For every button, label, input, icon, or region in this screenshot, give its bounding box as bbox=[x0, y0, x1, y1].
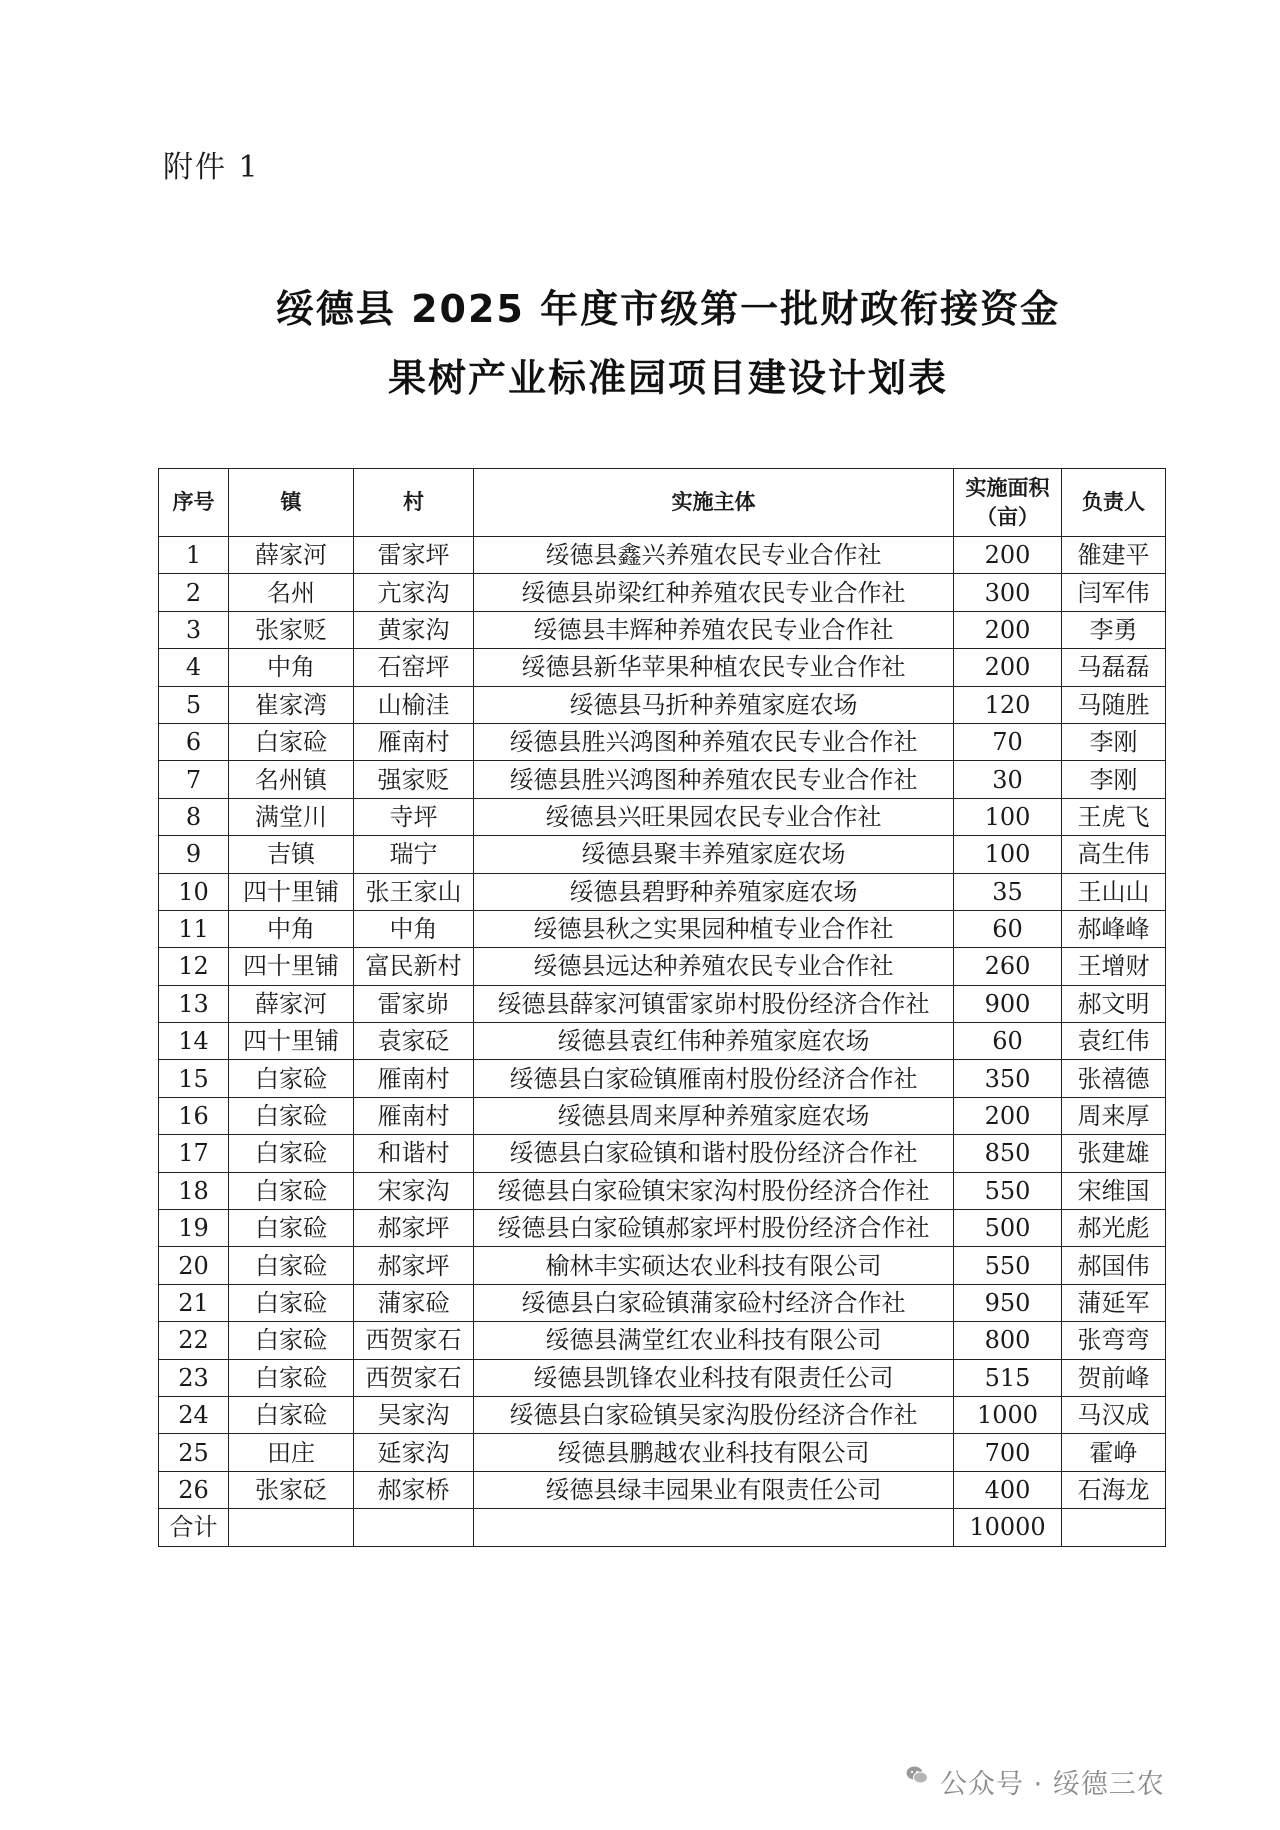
cell-town: 张家贬 bbox=[229, 611, 354, 648]
cell-village: 蒲家硷 bbox=[354, 1284, 474, 1321]
cell-entity: 绥德县碧野种养殖家庭农场 bbox=[474, 873, 954, 910]
cell-area: 800 bbox=[954, 1322, 1062, 1359]
cell-area: 1000 bbox=[954, 1396, 1062, 1433]
cell-owner: 蒲延军 bbox=[1062, 1284, 1166, 1321]
cell-index: 18 bbox=[159, 1172, 229, 1209]
cell-index: 23 bbox=[159, 1359, 229, 1396]
cell-entity: 绥德县兴旺果园农民专业合作社 bbox=[474, 798, 954, 835]
cell-index: 5 bbox=[159, 686, 229, 723]
cell-town: 白家硷 bbox=[229, 1060, 354, 1097]
cell-owner: 石海龙 bbox=[1062, 1471, 1166, 1508]
table-row bbox=[159, 1396, 1166, 1433]
cell-area: 60 bbox=[954, 910, 1062, 947]
cell-town: 四十里铺 bbox=[229, 873, 354, 910]
cell-area: 120 bbox=[954, 686, 1062, 723]
document-title-line2: 果树产业标准园项目建设计划表 bbox=[387, 356, 948, 400]
cell-index: 24 bbox=[159, 1396, 229, 1433]
cell-index: 21 bbox=[159, 1284, 229, 1321]
cell-owner: 周来厚 bbox=[1062, 1097, 1166, 1134]
cell-area: 700 bbox=[954, 1434, 1062, 1471]
cell-owner: 张禧德 bbox=[1062, 1060, 1166, 1097]
table-row bbox=[159, 1359, 1166, 1396]
cell-village: 中角 bbox=[354, 910, 474, 947]
cell-town: 中角 bbox=[229, 910, 354, 947]
cell-owner: 王山山 bbox=[1062, 873, 1166, 910]
cell-village: 延家沟 bbox=[354, 1434, 474, 1471]
total-town-empty bbox=[229, 1509, 354, 1546]
cell-index: 26 bbox=[159, 1471, 229, 1508]
table-row bbox=[159, 574, 1166, 611]
cell-owner: 郝光彪 bbox=[1062, 1210, 1166, 1247]
cell-owner: 郝文明 bbox=[1062, 985, 1166, 1022]
cell-entity: 绥德县鹏越农业科技有限公司 bbox=[474, 1434, 954, 1471]
cell-index: 11 bbox=[159, 910, 229, 947]
cell-village: 西贺家石 bbox=[354, 1359, 474, 1396]
cell-village: 郝家桥 bbox=[354, 1471, 474, 1508]
header-owner: 负责人 bbox=[1062, 469, 1166, 537]
cell-area: 850 bbox=[954, 1135, 1062, 1172]
cell-town: 四十里铺 bbox=[229, 1023, 354, 1060]
cell-area: 515 bbox=[954, 1359, 1062, 1396]
cell-owner: 马随胜 bbox=[1062, 686, 1166, 723]
cell-area: 100 bbox=[954, 836, 1062, 873]
cell-area: 200 bbox=[954, 649, 1062, 686]
cell-entity: 绥德县胜兴鸿图种养殖农民专业合作社 bbox=[474, 723, 954, 760]
cell-village: 石窑坪 bbox=[354, 649, 474, 686]
cell-town: 吉镇 bbox=[229, 836, 354, 873]
cell-entity: 绥德县凯锋农业科技有限责任公司 bbox=[474, 1359, 954, 1396]
cell-village: 宋家沟 bbox=[354, 1172, 474, 1209]
wechat-icon bbox=[905, 1763, 929, 1787]
cell-entity: 绥德县白家硷镇雁南村股份经济合作社 bbox=[474, 1060, 954, 1097]
header-area-line2: （亩） bbox=[976, 504, 1039, 529]
cell-entity: 绥德县远达种养殖农民专业合作社 bbox=[474, 948, 954, 985]
table-row bbox=[159, 649, 1166, 686]
table-row bbox=[159, 873, 1166, 910]
cell-owner: 马汉成 bbox=[1062, 1396, 1166, 1433]
table-row bbox=[159, 1247, 1166, 1284]
cell-entity: 绥德县新华苹果种植农民专业合作社 bbox=[474, 649, 954, 686]
total-area: 10000 bbox=[954, 1509, 1062, 1546]
total-owner-empty bbox=[1062, 1509, 1166, 1546]
header-entity: 实施主体 bbox=[474, 469, 954, 537]
cell-town: 名州镇 bbox=[229, 761, 354, 798]
cell-town: 中角 bbox=[229, 649, 354, 686]
cell-entity: 绥德县袁红伟种养殖家庭农场 bbox=[474, 1023, 954, 1060]
cell-entity: 榆林丰实硕达农业科技有限公司 bbox=[474, 1247, 954, 1284]
cell-index: 10 bbox=[159, 873, 229, 910]
cell-area: 260 bbox=[954, 948, 1062, 985]
cell-area: 300 bbox=[954, 574, 1062, 611]
table-row bbox=[159, 611, 1166, 648]
footer-account-name: 公众号 · 绥德三农 bbox=[940, 1769, 1165, 1800]
table-row bbox=[159, 761, 1166, 798]
table-row bbox=[159, 686, 1166, 723]
cell-village: 郝家坪 bbox=[354, 1247, 474, 1284]
cell-area: 400 bbox=[954, 1471, 1062, 1508]
cell-village: 和谐村 bbox=[354, 1135, 474, 1172]
cell-village: 富民新村 bbox=[354, 948, 474, 985]
cell-entity: 绥德县马折种养殖家庭农场 bbox=[474, 686, 954, 723]
cell-area: 35 bbox=[954, 873, 1062, 910]
cell-index: 9 bbox=[159, 836, 229, 873]
cell-village: 张王家山 bbox=[354, 873, 474, 910]
table-header bbox=[159, 469, 1166, 537]
header-area bbox=[954, 469, 1062, 537]
cell-entity: 绥德县鑫兴养殖农民专业合作社 bbox=[474, 537, 954, 574]
header-village: 村 bbox=[354, 469, 474, 537]
cell-index: 14 bbox=[159, 1023, 229, 1060]
cell-owner: 李刚 bbox=[1062, 761, 1166, 798]
cell-index: 3 bbox=[159, 611, 229, 648]
cell-town: 名州 bbox=[229, 574, 354, 611]
cell-area: 30 bbox=[954, 761, 1062, 798]
cell-area: 500 bbox=[954, 1210, 1062, 1247]
cell-owner: 张建雄 bbox=[1062, 1135, 1166, 1172]
cell-area: 550 bbox=[954, 1247, 1062, 1284]
total-label: 合计 bbox=[159, 1509, 229, 1546]
cell-village: 雷家坪 bbox=[354, 537, 474, 574]
document-title-line1: 绥德县 2025 年度市级第一批财政衔接资金 bbox=[275, 287, 1061, 331]
table-row bbox=[159, 1097, 1166, 1134]
table-row bbox=[159, 948, 1166, 985]
cell-entity: 绥德县峁梁红种养殖农民专业合作社 bbox=[474, 574, 954, 611]
cell-town: 白家硷 bbox=[229, 723, 354, 760]
cell-area: 200 bbox=[954, 1097, 1062, 1134]
cell-index: 19 bbox=[159, 1210, 229, 1247]
cell-village: 雁南村 bbox=[354, 1060, 474, 1097]
cell-town: 张家砭 bbox=[229, 1471, 354, 1508]
cell-index: 20 bbox=[159, 1247, 229, 1284]
cell-area: 60 bbox=[954, 1023, 1062, 1060]
cell-area: 70 bbox=[954, 723, 1062, 760]
cell-town: 白家硷 bbox=[229, 1097, 354, 1134]
cell-entity: 绥德县周来厚种养殖家庭农场 bbox=[474, 1097, 954, 1134]
cell-index: 17 bbox=[159, 1135, 229, 1172]
header-town: 镇 bbox=[229, 469, 354, 537]
cell-area: 200 bbox=[954, 611, 1062, 648]
cell-entity: 绥德县白家硷镇宋家沟村股份经济合作社 bbox=[474, 1172, 954, 1209]
table-row bbox=[159, 1434, 1166, 1471]
cell-entity: 绥德县满堂红农业科技有限公司 bbox=[474, 1322, 954, 1359]
header-area-line1: 实施面积 bbox=[965, 476, 1050, 501]
cell-owner: 张弯弯 bbox=[1062, 1322, 1166, 1359]
cell-village: 雷家峁 bbox=[354, 985, 474, 1022]
cell-owner: 郝峰峰 bbox=[1062, 910, 1166, 947]
cell-town: 白家硷 bbox=[229, 1172, 354, 1209]
cell-index: 8 bbox=[159, 798, 229, 835]
table-row bbox=[159, 723, 1166, 760]
cell-owner: 袁红伟 bbox=[1062, 1023, 1166, 1060]
cell-entity: 绥德县胜兴鸿图种养殖农民专业合作社 bbox=[474, 761, 954, 798]
total-village-empty bbox=[354, 1509, 474, 1546]
cell-town: 白家硷 bbox=[229, 1247, 354, 1284]
cell-town: 白家硷 bbox=[229, 1322, 354, 1359]
cell-owner: 霍峥 bbox=[1062, 1434, 1166, 1471]
table-row bbox=[159, 910, 1166, 947]
table-footer bbox=[159, 1509, 1166, 1546]
cell-owner: 王虎飞 bbox=[1062, 798, 1166, 835]
table-row bbox=[159, 1135, 1166, 1172]
cell-village: 寺坪 bbox=[354, 798, 474, 835]
table-row bbox=[159, 1284, 1166, 1321]
table-row bbox=[159, 1210, 1166, 1247]
table-row bbox=[159, 798, 1166, 835]
cell-area: 950 bbox=[954, 1284, 1062, 1321]
cell-village: 袁家砭 bbox=[354, 1023, 474, 1060]
cell-area: 100 bbox=[954, 798, 1062, 835]
cell-area: 200 bbox=[954, 537, 1062, 574]
cell-entity: 绥德县绿丰园果业有限责任公司 bbox=[474, 1471, 954, 1508]
total-entity-empty bbox=[474, 1509, 954, 1546]
cell-index: 13 bbox=[159, 985, 229, 1022]
cell-owner: 王增财 bbox=[1062, 948, 1166, 985]
cell-index: 7 bbox=[159, 761, 229, 798]
table-row bbox=[159, 836, 1166, 873]
cell-entity: 绥德县白家硷镇和谐村股份经济合作社 bbox=[474, 1135, 954, 1172]
cell-town: 白家硷 bbox=[229, 1284, 354, 1321]
cell-village: 雁南村 bbox=[354, 723, 474, 760]
cell-owner: 闫军伟 bbox=[1062, 574, 1166, 611]
cell-index: 16 bbox=[159, 1097, 229, 1134]
cell-village: 雁南村 bbox=[354, 1097, 474, 1134]
table-row bbox=[159, 1172, 1166, 1209]
cell-index: 25 bbox=[159, 1434, 229, 1471]
cell-entity: 绥德县薛家河镇雷家峁村股份经济合作社 bbox=[474, 985, 954, 1022]
cell-index: 2 bbox=[159, 574, 229, 611]
cell-index: 4 bbox=[159, 649, 229, 686]
cell-index: 1 bbox=[159, 537, 229, 574]
cell-entity: 绥德县白家硷镇蒲家硷村经济合作社 bbox=[474, 1284, 954, 1321]
table-row bbox=[159, 1471, 1166, 1508]
cell-owner: 雒建平 bbox=[1062, 537, 1166, 574]
cell-town: 满堂川 bbox=[229, 798, 354, 835]
cell-village: 西贺家石 bbox=[354, 1322, 474, 1359]
cell-village: 亢家沟 bbox=[354, 574, 474, 611]
cell-area: 550 bbox=[954, 1172, 1062, 1209]
table-row bbox=[159, 1023, 1166, 1060]
cell-area: 900 bbox=[954, 985, 1062, 1022]
cell-village: 郝家坪 bbox=[354, 1210, 474, 1247]
project-plan-table bbox=[158, 468, 1166, 1547]
cell-town: 白家硷 bbox=[229, 1359, 354, 1396]
cell-town: 薛家河 bbox=[229, 985, 354, 1022]
cell-entity: 绥德县聚丰养殖家庭农场 bbox=[474, 836, 954, 873]
header-row bbox=[159, 469, 1166, 537]
cell-index: 12 bbox=[159, 948, 229, 985]
cell-town: 崔家湾 bbox=[229, 686, 354, 723]
cell-town: 田庄 bbox=[229, 1434, 354, 1471]
cell-owner: 贺前峰 bbox=[1062, 1359, 1166, 1396]
cell-town: 白家硷 bbox=[229, 1210, 354, 1247]
cell-village: 山榆洼 bbox=[354, 686, 474, 723]
cell-owner: 马磊磊 bbox=[1062, 649, 1166, 686]
cell-area: 350 bbox=[954, 1060, 1062, 1097]
cell-village: 吴家沟 bbox=[354, 1396, 474, 1433]
cell-town: 白家硷 bbox=[229, 1135, 354, 1172]
cell-entity: 绥德县白家硷镇吴家沟股份经济合作社 bbox=[474, 1396, 954, 1433]
total-row bbox=[159, 1509, 1166, 1546]
cell-village: 强家贬 bbox=[354, 761, 474, 798]
cell-entity: 绥德县丰辉种养殖农民专业合作社 bbox=[474, 611, 954, 648]
cell-village: 瑞宁 bbox=[354, 836, 474, 873]
cell-town: 薛家河 bbox=[229, 537, 354, 574]
cell-owner: 郝国伟 bbox=[1062, 1247, 1166, 1284]
cell-index: 6 bbox=[159, 723, 229, 760]
cell-town: 四十里铺 bbox=[229, 948, 354, 985]
cell-owner: 宋维国 bbox=[1062, 1172, 1166, 1209]
table-row bbox=[159, 985, 1166, 1022]
table-row bbox=[159, 1322, 1166, 1359]
attachment-label: 附件 1 bbox=[163, 150, 260, 185]
cell-index: 22 bbox=[159, 1322, 229, 1359]
cell-village: 黄家沟 bbox=[354, 611, 474, 648]
cell-owner: 李刚 bbox=[1062, 723, 1166, 760]
cell-owner: 李勇 bbox=[1062, 611, 1166, 648]
cell-index: 15 bbox=[159, 1060, 229, 1097]
table-body bbox=[159, 537, 1166, 1509]
header-index: 序号 bbox=[159, 469, 229, 537]
cell-entity: 绥德县白家硷镇郝家坪村股份经济合作社 bbox=[474, 1210, 954, 1247]
table-row bbox=[159, 537, 1166, 574]
cell-entity: 绥德县秋之实果园种植专业合作社 bbox=[474, 910, 954, 947]
cell-town: 白家硷 bbox=[229, 1396, 354, 1433]
cell-owner: 高生伟 bbox=[1062, 836, 1166, 873]
table-row bbox=[159, 1060, 1166, 1097]
